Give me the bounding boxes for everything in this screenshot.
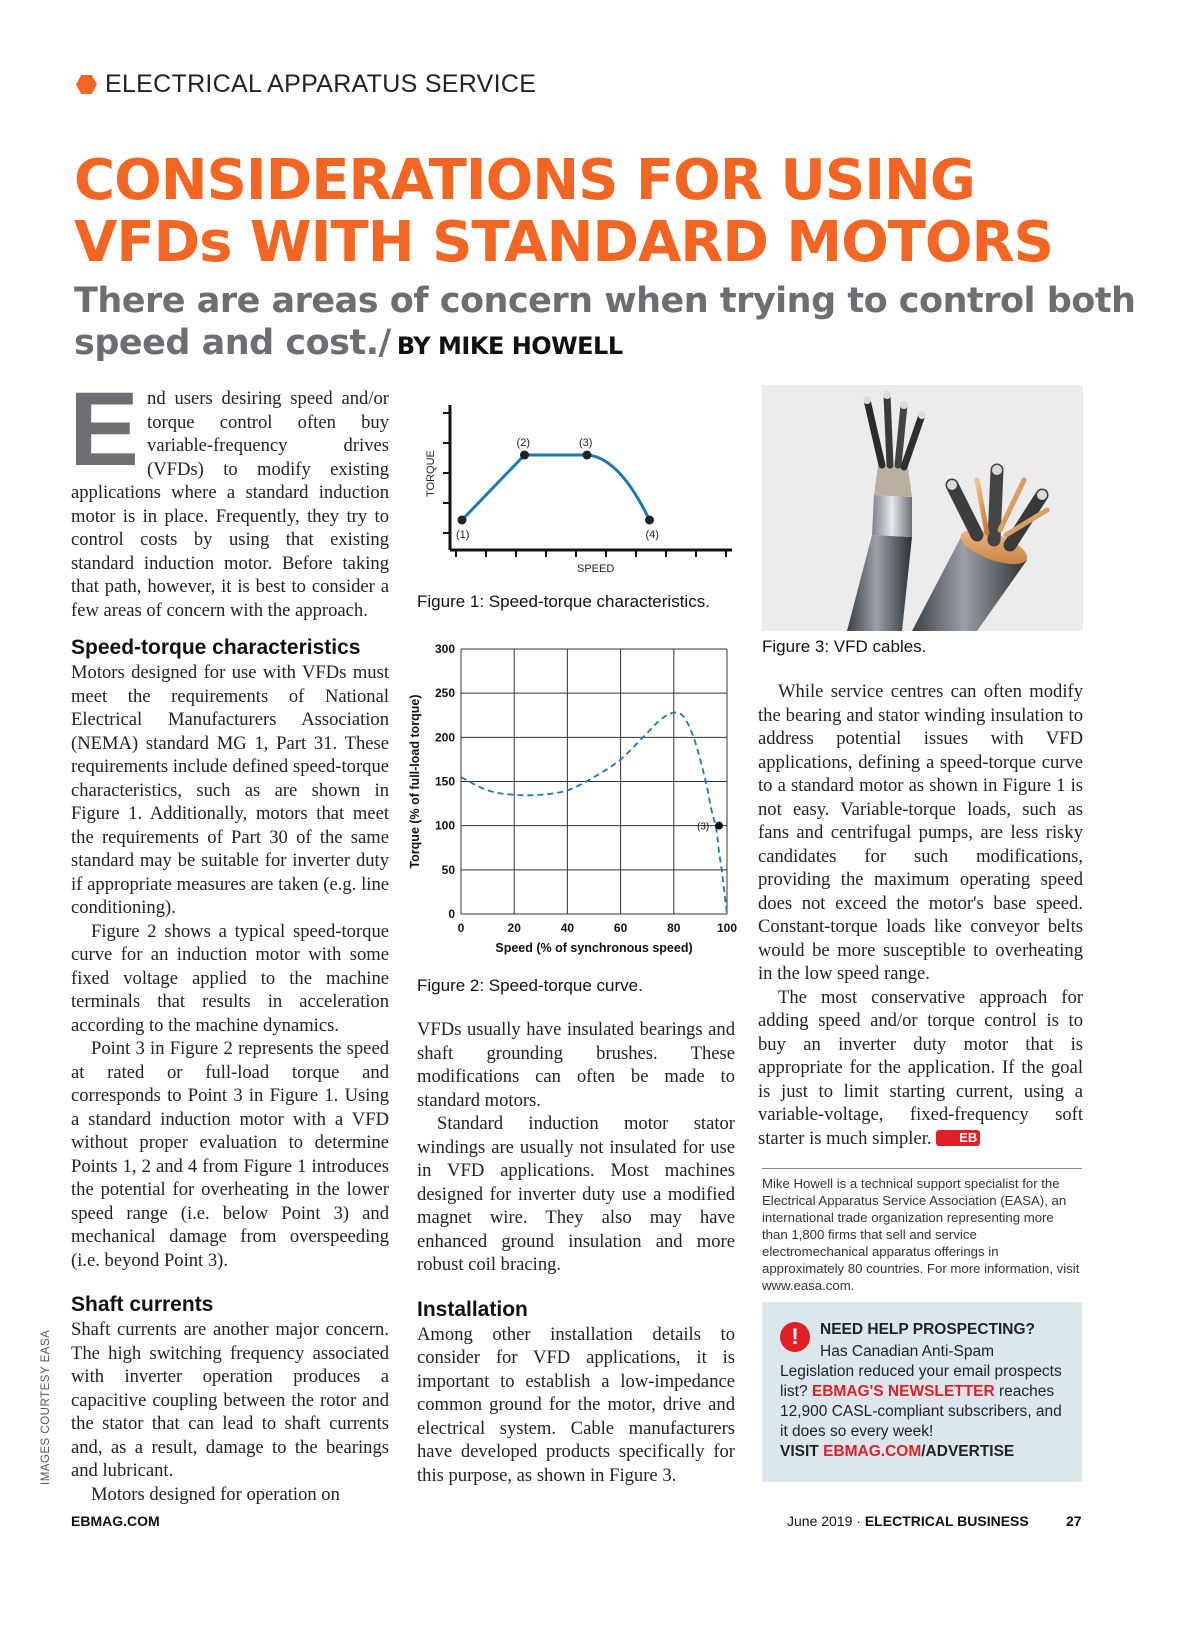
visit-label: VISIT <box>780 1443 819 1460</box>
data-point <box>520 451 529 460</box>
figure-1-caption: Figure 1: Speed-torque characteristics. <box>417 592 710 611</box>
promo-body <box>780 1342 1066 1462</box>
paragraph: Motors designed for operation on <box>91 1483 340 1505</box>
y-tick-label: 100 <box>434 818 455 833</box>
promo-line2: reaches 12,900 CASL-compliant subscribers, and it does so every week! <box>780 1383 1062 1440</box>
point-label: (4) <box>645 529 659 541</box>
magazine-name: ELECTRICAL BUSINESS <box>864 1513 1029 1529</box>
paragraph: Shaft currents are another major concern. The high switching frequency associated with inverter operation produces a capacitive coupling between the rotor and the stator that can lead to shaft currents and, as a result, damage to the bearings and lubricant. <box>71 1319 389 1481</box>
headline-line1: CONSIDERATIONS FOR USING <box>74 148 975 213</box>
x-axis-title: Speed (% of synchronous speed) <box>495 941 693 955</box>
x-tick-label: 20 <box>507 921 521 935</box>
heading-shaft-currents: Shaft currents <box>71 1293 214 1316</box>
intro-paragraph <box>69 371 389 622</box>
newsletter-link[interactable]: EBMAG'S NEWSLETTER <box>811 1383 995 1400</box>
figure-1-chart <box>418 395 740 580</box>
promo-line1: Has Canadian Anti-Spam Legislation reduced your email prospects list? <box>780 1343 1062 1400</box>
section-tag <box>76 70 536 99</box>
issue-date: June 2019 · <box>787 1513 865 1529</box>
paragraph: Point 3 in Figure 2 represents the speed at rated or full-load torque and corresponds to Point 3 in Figure 1. Using a standard induction motor with a VFD without proper evaluation to determine Points 1, 2 and 4 from Figure 1 introduces the potential for overheating in the lower speed range (i.e. below Point 3) and mechanical damage from overspeeding (i.e. beyond Point 3). <box>71 1038 389 1271</box>
advertise-path[interactable]: /ADVERTISE <box>921 1443 1015 1460</box>
alert-icon: ! <box>780 1322 810 1352</box>
figure-2-caption: Figure 2: Speed-torque curve. <box>417 976 643 995</box>
byline: BY MIKE HOWELL <box>396 332 623 360</box>
y-axis-label: TORQUE <box>425 450 437 497</box>
x-axis-label: SPEED <box>577 563 615 575</box>
newsletter-promo <box>762 1302 1082 1482</box>
footer-issue <box>787 1513 1029 1529</box>
heading-speed-torque: Speed-torque characteristics <box>71 636 361 659</box>
paragraph: Motors designed for use with VFDs must meet the requirements of National Electrical Manufacturers Association (NEMA) standard MG 1, Part 31. These requirements include defined speed-torque characteristics, such as are shown in Figure 1. Additionally, motors that meet the requirements of Part 30 of the same standard may be suitable for inverter duty if appropriate measures are taken (e.g. line conditioning). <box>71 662 389 918</box>
y-tick-label: 300 <box>434 642 455 656</box>
intro-text: nd users desiring speed and/or torque control often buy variable-frequency drives (VFDs) to modify existing applications where a standard induction motor is in place. Frequently, they try to control costs by using that existing standard induction motor. Before taking that path, however, it is best to consider a few areas of concern with the approach. <box>71 388 389 621</box>
closing-text: The most conservative approach for adding speed and/or torque control is to buy an inverter duty motor that is appropriate for the application. If the goal is just to limit starting current, using a variable-voltage, fixed-frequency soft starter is much simpler. <box>758 986 1083 1149</box>
figure-3-cable-photo <box>762 385 1083 631</box>
y-tick-label: 200 <box>434 730 455 745</box>
x-tick-label: 60 <box>613 921 628 935</box>
point-label: (2) <box>516 437 530 449</box>
drop-cap: E <box>69 371 140 488</box>
x-tick-label: 40 <box>560 921 575 935</box>
x-tick-label: 0 <box>457 921 465 935</box>
figure-2-chart <box>405 636 743 962</box>
paragraph: While service centres can often modify the bearing and stator winding insulation to address potential issues with VFD applications, defining a speed-torque curve to a standard motor as shown in Figure 1 is not easy. Variable-torque loads, such as fans and centrifugal pumps, are less risky candidates for such modifications, providing the maximum operating speed does not exceed the motor's base speed. Constant-torque loads like conveyor belts would be more susceptible to overheating in the low speed range. <box>758 681 1083 984</box>
point-3-marker <box>715 822 723 830</box>
page-number: 27 <box>1066 1513 1082 1529</box>
data-point <box>645 516 654 525</box>
author-bio: Mike Howell is a technical support specialist for the Electrical Apparatus Service Association (EASA), an international trade organization representing more than 1,800 firms that sell and service electromechanical apparatus offerings in approximately 80 countries. For more information, visit www.easa.com. <box>762 1168 1082 1294</box>
deck-text: There are areas of concern when trying to control both speed and cost./ <box>74 281 1136 363</box>
paragraph: Standard induction motor stator windings are usually not insulated for use in VFD applications. Most machines designed for inverter duty use a modified magnet wire. They also may have enhanced ground insulation and more robust coil bracing. <box>417 1113 735 1275</box>
deck <box>74 280 1154 367</box>
headline <box>74 150 1154 274</box>
headline-line2: VFDs WITH STANDARD MOTORS <box>74 210 1053 275</box>
eb-end-mark: EB <box>936 1130 980 1146</box>
column-1 <box>69 371 389 1506</box>
hexagon-icon <box>76 74 97 95</box>
torque-curve <box>461 713 727 914</box>
y-axis-title: Torque (% of full-load torque) <box>408 694 422 869</box>
ebmag-link[interactable]: EBMAG.COM <box>823 1443 922 1460</box>
data-point <box>583 451 592 460</box>
paragraph <box>758 986 1083 1151</box>
point-label: (1) <box>456 529 470 541</box>
point-3-label: (3) <box>697 821 710 833</box>
point-label: (3) <box>579 437 593 449</box>
paragraph: Among other installation details to consider for VFD applications, it is important to establish a low-impedance common ground for the motor, drive and electrical system. Cable manufacturers have developed products specifically for this purpose, as shown in Figure 3. <box>417 1323 735 1486</box>
y-tick-label: 250 <box>434 686 455 701</box>
image-credit: IMAGES COURTESY EASA <box>40 1329 52 1485</box>
x-tick-label: 100 <box>716 921 738 935</box>
promo-heading: NEED HELP PROSPECTING? <box>820 1321 1036 1338</box>
y-tick-label: 50 <box>441 862 455 877</box>
speed-torque-line <box>462 455 650 520</box>
x-tick-label: 80 <box>667 921 681 935</box>
paragraph: VFDs usually have insulated bearings and shaft grounding brushes. These modifications can often be made to standard motors. <box>417 1019 735 1111</box>
data-point <box>458 516 467 525</box>
heading-installation: Installation <box>417 1297 528 1321</box>
footer-site: EBMAG.COM <box>71 1513 160 1529</box>
y-tick-label: 150 <box>434 774 455 789</box>
column-2 <box>417 1018 735 1487</box>
figure-3-caption: Figure 3: VFD cables. <box>762 637 927 656</box>
y-tick-label: 0 <box>448 907 455 921</box>
paragraph: Figure 2 shows a typical speed-torque curve for an induction motor with some fixed voltage applied to the machine terminals that results in acceleration according to the machine dynamics. <box>71 920 389 1036</box>
column-3 <box>758 680 1083 1150</box>
section-label: ELECTRICAL APPARATUS SERVICE <box>105 70 537 98</box>
